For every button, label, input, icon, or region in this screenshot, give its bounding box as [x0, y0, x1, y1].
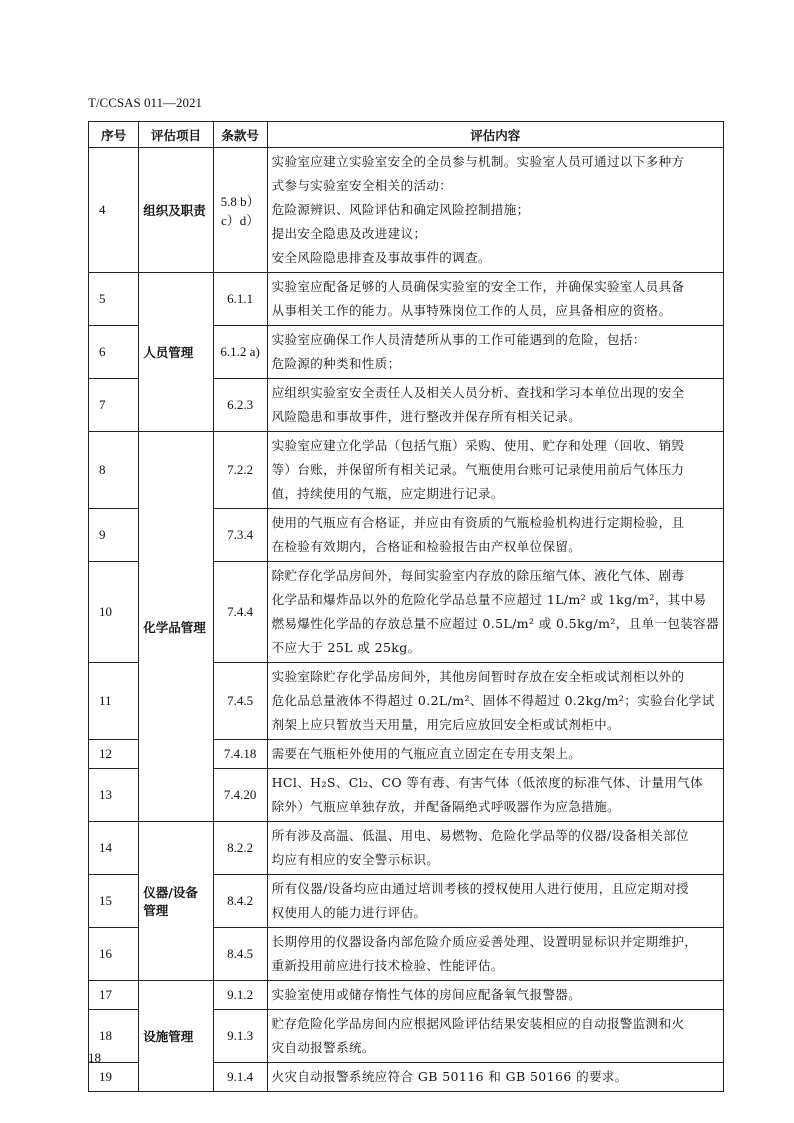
content-line: 实验室应建立化学品（包括气瓶）采购、使用、贮存和处理（回收、销毁: [271, 438, 685, 453]
document-header: T/CCSAS 011—2021: [88, 95, 203, 110]
content-line: 应组织实验室安全责任人及相关人员分析、查找和学习本单位出现的安全: [271, 385, 685, 400]
assessment-content: [267, 769, 723, 822]
content-line: 灾自动报警系统。: [271, 1040, 375, 1055]
content-line: 火灾自动报警系统应符合 GB 50116 和 GB 50166 的要求。: [271, 1069, 628, 1084]
assessment-content: [267, 148, 723, 273]
column-header-item: 评估项目: [139, 122, 213, 148]
clause-number: 7.2.2: [213, 432, 267, 509]
assessment-content: [267, 875, 723, 928]
content-line: 在检验有效期内，合格证和检验报告由产权单位保留。: [271, 539, 582, 554]
row-number: 12: [89, 740, 139, 769]
page-number: 18: [88, 1050, 101, 1065]
clause-number: 8.2.2: [213, 822, 267, 875]
content-line: 提出安全隐患及改进建议；: [271, 226, 427, 241]
content-line: 实验室除贮存化学品房间外，其他房间暂时存放在安全柜或试剂柜以外的: [271, 669, 685, 684]
clause-number: 8.4.5: [213, 928, 267, 981]
content-line: 危化品总量液体不得超过 0.2L/m²、固体不得超过 0.2kg/m²；实验台化学试: [271, 693, 715, 708]
row-number: 8: [89, 432, 139, 509]
column-header-content: 评估内容: [267, 122, 723, 148]
row-number: 15: [89, 875, 139, 928]
table-row: [89, 432, 724, 509]
row-number: 6: [89, 326, 139, 379]
assessment-content: [267, 663, 723, 740]
row-number: 14: [89, 822, 139, 875]
row-number: 16: [89, 928, 139, 981]
table-row: [89, 148, 724, 273]
row-number: 19: [89, 1063, 139, 1092]
content-line: 除贮存化学品房间外，每间实验室内存放的除压缩气体、液化气体、剧毒: [271, 568, 685, 583]
clause-number: 7.4.20: [213, 769, 267, 822]
clause-number: 6.1.2 a): [213, 326, 267, 379]
content-line: 实验室使用或储存惰性气体的房间应配备氧气报警器。: [271, 987, 582, 1002]
clause-number: 6.1.1: [213, 273, 267, 326]
content-line: 剂架上应只暂放当天用量，用完后应放回安全柜或试剂柜中。: [271, 717, 620, 732]
content-line: 安全风险隐患排查及事故事件的调查。: [271, 250, 491, 265]
content-line: 危险源辨识、风险评估和确定风险控制措施；: [271, 202, 530, 217]
clause-number: 5.8 b）c）d）: [213, 148, 267, 273]
content-line: 从事相关工作的能力。从事特殊岗位工作的人员，应具备相应的资格。: [271, 303, 672, 318]
clause-number: 9.1.4: [213, 1063, 267, 1092]
assessment-content: [267, 1063, 723, 1092]
assessment-content: [267, 1010, 723, 1063]
assessment-content: [267, 740, 723, 769]
assessment-item: 化学品管理: [139, 432, 213, 822]
table-row: [89, 981, 724, 1010]
row-number: 10: [89, 562, 139, 663]
content-line: 所有仪器/设备均应由通过培训考核的授权使用人进行使用，且应定期对授: [271, 881, 689, 896]
row-number: 18: [89, 1010, 139, 1063]
content-line: 等）台账，并保留所有相关记录。气瓶使用台账可记录使用前后气体压力: [271, 462, 685, 477]
table-row: [89, 822, 724, 875]
assessment-item: 设施管理: [139, 981, 213, 1092]
clause-number: 8.4.2: [213, 875, 267, 928]
row-number: 5: [89, 273, 139, 326]
content-line: 均应有相应的安全警示标识。: [271, 852, 440, 867]
content-line: 化学品和爆炸品以外的危险化学品总量不应超过 1L/m² 或 1kg/m²，其中易: [271, 592, 707, 607]
table-row: [89, 273, 724, 326]
column-header-no: 序号: [89, 122, 139, 148]
assessment-item: 组织及职责: [139, 148, 213, 273]
content-line: 长期停用的仪器设备内部危险介质应妥善处理、设置明显标识并定期维护，: [271, 934, 698, 949]
assessment-content: [267, 379, 723, 432]
assessment-content: [267, 981, 723, 1010]
content-line: 燃易爆性化学品的存放总量不应超过 0.5L/m² 或 0.5kg/m²，且单一包装容器: [271, 616, 719, 631]
clause-number: 6.2.3: [213, 379, 267, 432]
row-number: 9: [89, 509, 139, 562]
assessment-content: [267, 822, 723, 875]
clause-number: 7.4.18: [213, 740, 267, 769]
clause-number: 7.4.5: [213, 663, 267, 740]
content-line: 实验室应确保工作人员清楚所从事的工作可能遇到的危险，包括：: [271, 332, 646, 347]
column-header-clause: 条款号: [213, 122, 267, 148]
content-line: 权使用人的能力进行评估。: [271, 905, 427, 920]
clause-number: 9.1.3: [213, 1010, 267, 1063]
assessment-item: 仪器/设备管理: [139, 822, 213, 981]
row-number: 13: [89, 769, 139, 822]
row-number: 17: [89, 981, 139, 1010]
content-line: 使用的气瓶应有合格证，并应由有资质的气瓶检验机构进行定期检验，且: [271, 515, 685, 530]
assessment-content: [267, 326, 723, 379]
row-number: 11: [89, 663, 139, 740]
row-number: 4: [89, 148, 139, 273]
assessment-table: [88, 121, 724, 1092]
content-line: 需要在气瓶柜外使用的气瓶应直立固定在专用支架上。: [271, 746, 582, 761]
content-line: 所有涉及高温、低温、用电、易燃物、危险化学品等的仪器/设备相关部位: [271, 828, 689, 843]
content-line: 风险隐患和事故事件，进行整改并保存所有相关记录。: [271, 409, 582, 424]
content-line: 重新投用前应进行技术检验、性能评估。: [271, 958, 504, 973]
table-header-row: [89, 122, 724, 148]
content-line: 值，持续使用的气瓶，应定期进行记录。: [271, 486, 504, 501]
clause-number: 7.4.4: [213, 562, 267, 663]
content-line: 危险源的种类和性质；: [271, 356, 401, 371]
assessment-item: 人员管理: [139, 273, 213, 432]
assessment-content: [267, 509, 723, 562]
assessment-content: [267, 928, 723, 981]
content-line: 实验室应配备足够的人员确保实验室的安全工作，并确保实验室人员具备: [271, 279, 685, 294]
content-line: 除外）气瓶应单独存放，并配备隔绝式呼吸器作为应急措施。: [271, 799, 620, 814]
content-line: 贮存危险化学品房间内应根据风险评估结果安装相应的自动报警监测和火: [271, 1016, 685, 1031]
row-number: 7: [89, 379, 139, 432]
clause-number: 9.1.2: [213, 981, 267, 1010]
clause-number: 7.3.4: [213, 509, 267, 562]
content-line: 式参与实验室安全相关的活动：: [271, 178, 453, 193]
content-line: HCl、H₂S、Cl₂、CO 等有毒、有害气体（低浓度的标准气体、计量用气体: [271, 775, 704, 790]
assessment-content: [267, 562, 723, 663]
assessment-content: [267, 273, 723, 326]
content-line: 实验室应建立实验室安全的全员参与机制。实验室人员可通过以下多种方: [271, 154, 685, 169]
assessment-content: [267, 432, 723, 509]
content-line: 不应大于 25L 或 25kg。: [271, 640, 421, 655]
